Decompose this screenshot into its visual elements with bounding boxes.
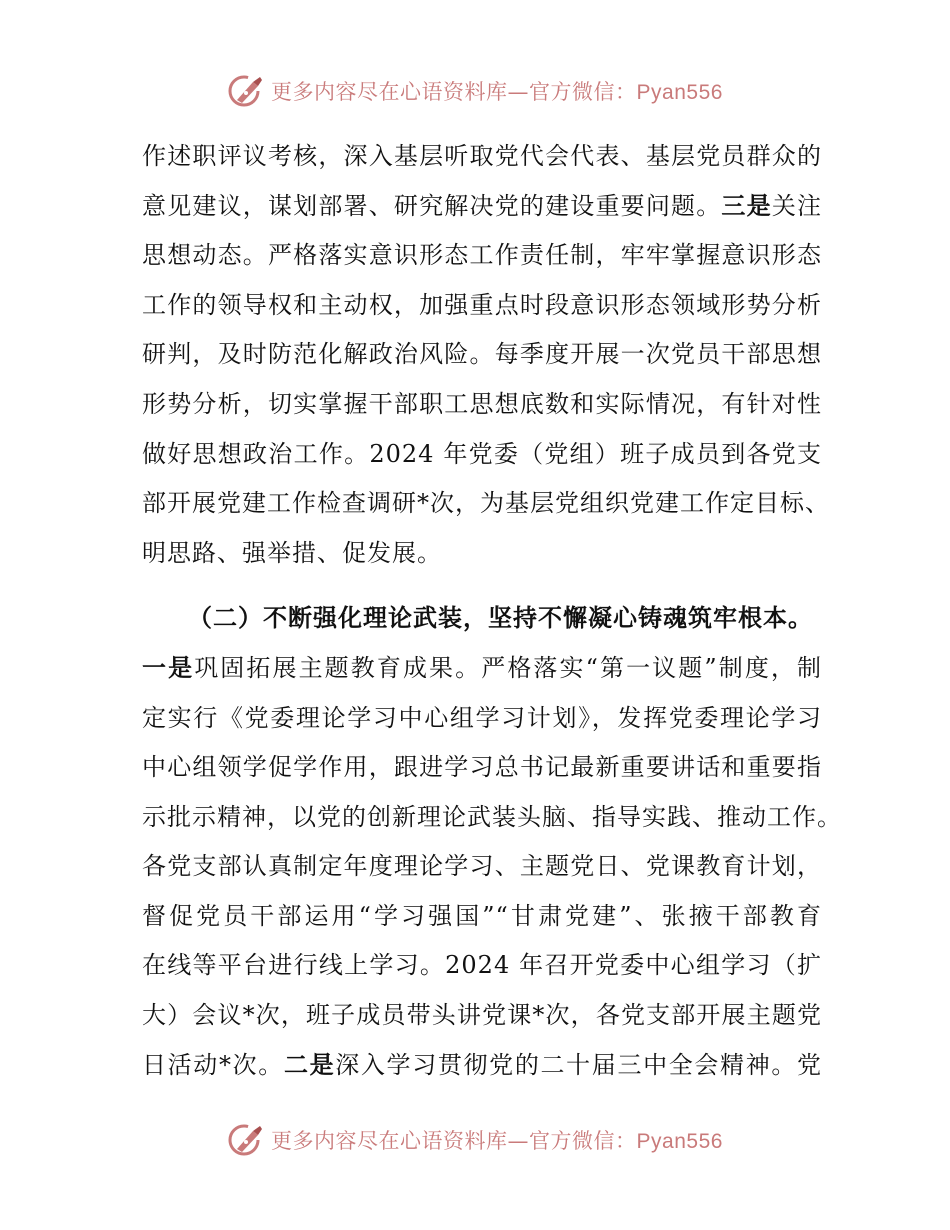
body-line: 日活动*次。二是深入学习贯彻党的二十届三中全会精神。党 [142, 1051, 823, 1079]
watermark-footer [0, 1120, 950, 1160]
body-line: 示批示精神，以党的创新理论武装头脑、指导实践、推动工作。 [142, 803, 842, 831]
section-heading: （二）不断强化理论武装，坚持不懈凝心铸魂筑牢根本。 [188, 604, 813, 632]
body-line: 思想动态。严格落实意识形态工作责任制，牢牢掌握意识形态 [142, 241, 822, 269]
body-line: 大）会议*次，班子成员带头讲党课*次，各党支部开展主题党 [142, 1001, 822, 1029]
body-line: 意见建议，谋划部署、研究解决党的建设重要问题。三是关注 [142, 192, 823, 220]
body-line: 做好思想政治工作。2024 年党委（党组）班子成员到各党支 [142, 440, 822, 468]
wechat-id: Pyan556 [636, 81, 723, 104]
pen-nib-logo-icon [227, 73, 267, 109]
body-line: 工作的领导权和主动权，加强重点时段意识形态领域形势分析 [142, 291, 822, 319]
body-line: 形势分析，切实掌握干部职工思想底数和实际情况，有针对性 [142, 390, 822, 418]
wechat-id: Pyan556 [636, 1130, 723, 1153]
body-line: 作述职评议考核，深入基层听取党代会代表、基层党员群众的 [142, 142, 822, 170]
body-line: 中心组领学促学作用，跟进学习总书记最新重要讲话和重要指 [142, 753, 822, 781]
body-line: 部开展党建工作检查调研*次，为基层党组织党建工作定目标、 [142, 489, 830, 517]
body-line: 督促党员干部运用“学习强国”“甘肃党建”、张掖干部教育 [142, 902, 822, 930]
body-line: 定实行《党委理论学习中心组学习计划》，发挥党委理论学习 [142, 704, 822, 732]
watermark-header [0, 71, 950, 111]
body-line: 明思路、强举措、促发展。 [142, 539, 442, 567]
pen-nib-logo-icon [227, 1122, 267, 1158]
body-line: 一是巩固拓展主题教育成果。严格落实“第一议题”制度，制 [142, 654, 823, 682]
watermark-text: 更多内容尽在心语资料库—官方微信：Pyan556 [271, 1129, 723, 1153]
body-line: 研判，及时防范化解政治风险。每季度开展一次党员干部思想 [142, 340, 822, 368]
body-line: 在线等平台进行线上学习。2024 年召开党委中心组学习（扩 [142, 951, 822, 979]
watermark-text: 更多内容尽在心语资料库—官方微信：Pyan556 [271, 80, 723, 104]
body-line: 各党支部认真制定年度理论学习、主题党日、党课教育计划， [142, 852, 822, 880]
